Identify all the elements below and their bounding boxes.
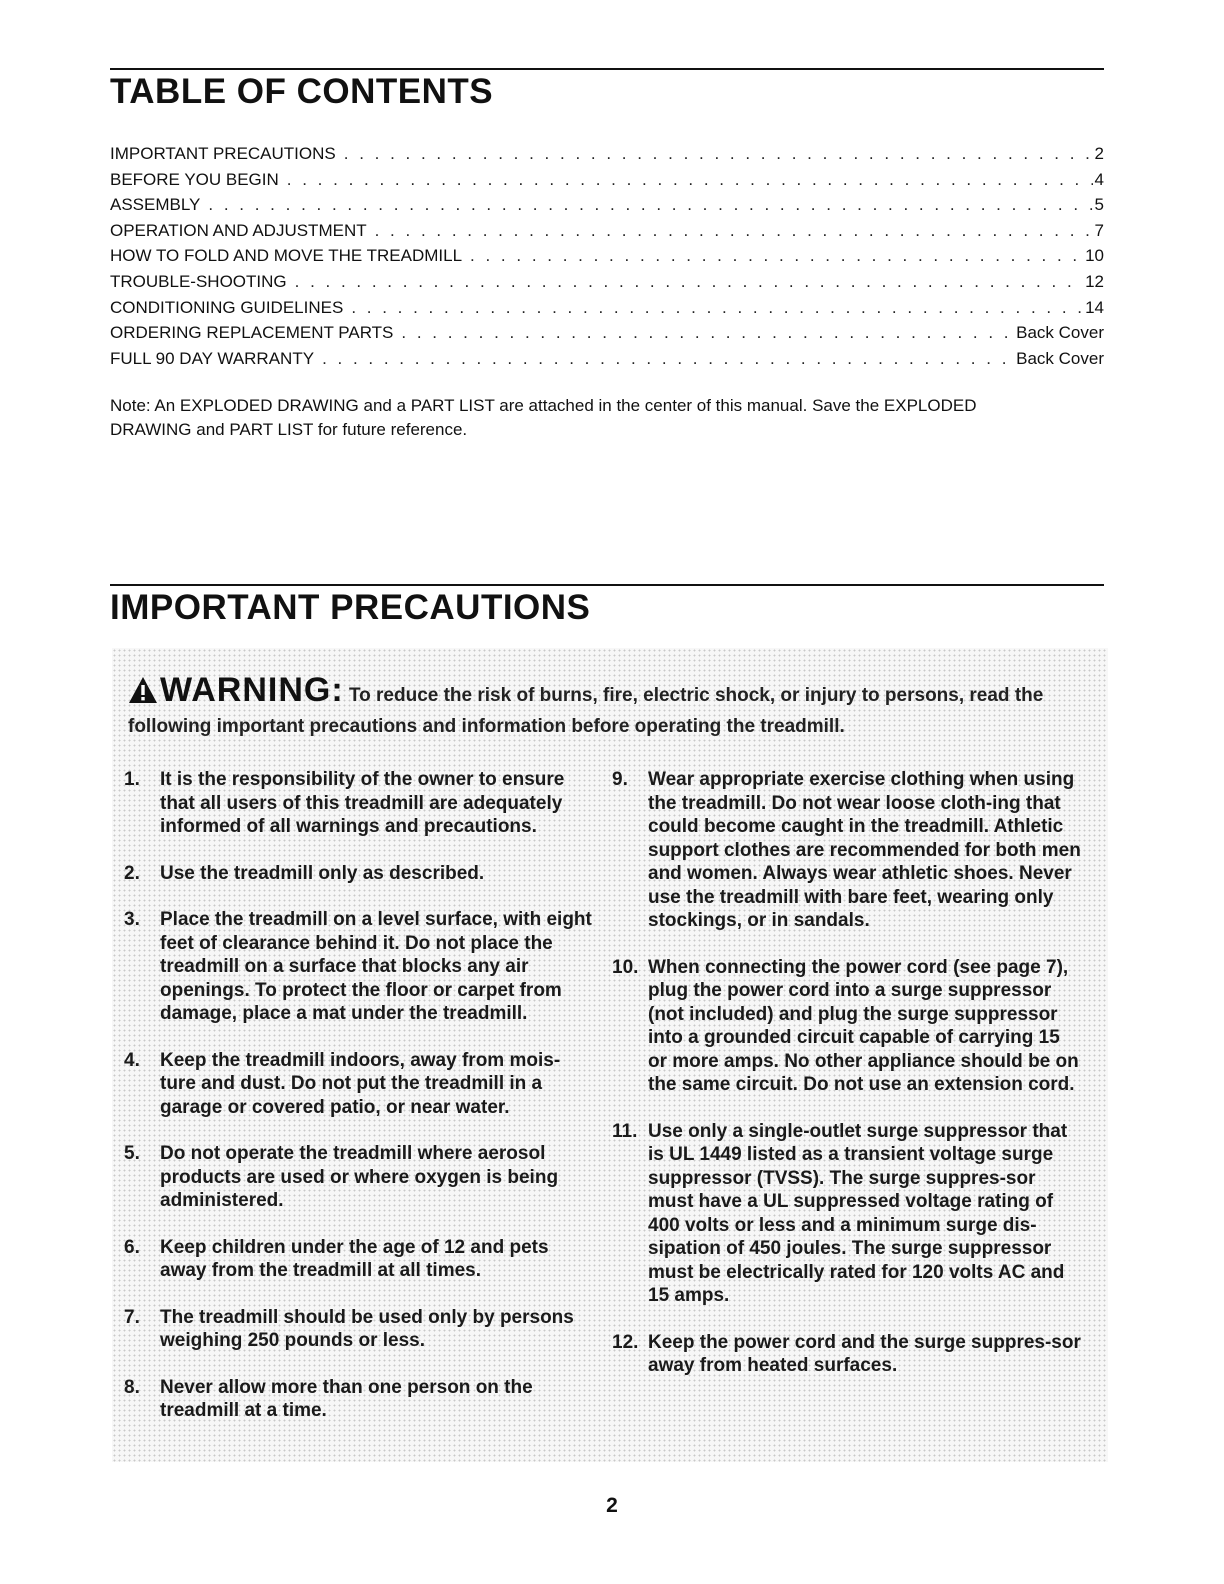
toc-entry-title: OPERATION AND ADJUSTMENT [110,220,367,240]
precaution-text: Use the treadmill only as described. [160,862,485,884]
toc-entry-page: Back Cover [1016,348,1104,368]
toc-dot-leader [375,221,1093,241]
toc-entry-title: CONDITIONING GUIDELINES [110,297,344,317]
precaution-text: The treadmill should be used only by persons weighing 250 pounds or less. [160,1306,574,1351]
toc-entry [110,349,1104,375]
precaution-text: Keep the power cord and the surge suppres-sor away from heated surfaces. [648,1331,1081,1376]
toc-entry [110,246,1104,272]
toc-dot-leader [344,144,1093,164]
toc-entry [110,272,1104,298]
precaution-text: Place the treadmill on a level surface, with eight feet of clearance behind it. Do not place the treadmill on a surface that blocks any air openings. To protect the floor or carpet from damage, place a mat under the treadmill. [160,909,592,1024]
precaution-number: 2. [124,862,140,884]
toc-entry-title: BEFORE YOU BEGIN [110,169,279,189]
warning-word: WARNING: [160,671,344,709]
toc-dot-leader [295,272,1083,292]
precautions-right-column [612,768,1082,1378]
precaution-item [124,1306,594,1353]
toc-entry-title: TROUBLE-SHOOTING [110,271,287,291]
toc-entry-title: ORDERING REPLACEMENT PARTS [110,323,394,343]
precaution-item [124,1142,594,1213]
precaution-number: 6. [124,1236,140,1258]
precaution-number: 7. [124,1306,140,1328]
precaution-item [124,768,594,839]
toc-entry [110,170,1104,196]
toc-dot-leader [287,170,1093,190]
precaution-item [124,1236,594,1283]
precautions-left-column [124,768,594,1423]
precaution-text: Keep children under the age of 12 and pets away from the treadmill at all times. [160,1236,549,1281]
toc-dot-leader [351,298,1083,318]
toc-entry-page: 4 [1094,169,1104,189]
toc-top-rule [110,68,1104,70]
toc-entry-page: 7 [1094,220,1104,240]
toc-entry-page: 5 [1094,195,1104,215]
toc-dot-leader [322,349,1014,369]
precaution-item [612,1331,1082,1378]
toc-entry-page: 2 [1094,144,1104,163]
warning-triangle-icon [128,676,158,713]
precaution-item [124,908,594,1026]
precaution-number: 9. [612,769,628,790]
toc-entry [110,298,1104,324]
warning-statement [128,671,1088,741]
precaution-number: 1. [124,769,140,790]
toc-entry-title: FULL 90 DAY WARRANTY [110,348,315,368]
precaution-text: Use only a single-outlet surge suppressor that is UL 1449 listed as a transient voltage surge suppressor (TVSS). The surge suppres-sor must have a UL suppressed voltage rating of 400 volts or less and a minimum surge dis-sipation of 450 joules. The surge suppressor must be electrically rated for 120 volts AC and 15 amps. [648,1120,1068,1306]
toc-entry [110,144,1104,170]
precaution-text: When connecting the power cord (see page 7), plug the power cord into a surge suppressor (not included) and plug the surge suppressor into a grounded circuit capable of carrying 15 or more amps. No other appliance should be on the same circuit. Do not use an extension cord. [648,956,1079,1095]
precaution-number: 5. [124,1143,140,1164]
precaution-number: 4. [124,1049,140,1071]
precaution-item [612,1120,1082,1308]
toc-entry-page: 12 [1085,271,1104,291]
precaution-item [124,862,594,886]
warning-text: To reduce the risk of burns, fire, electric shock, or injury to persons, read the following important precautions and information before operating the treadmill. [128,685,1044,737]
toc-entry [110,323,1104,349]
precaution-text: It is the responsibility of the owner to ensure that all users of this treadmill are adequately informed of all warnings and precautions. [160,769,565,837]
precaution-item [124,1376,594,1423]
toc-dot-leader [208,195,1092,215]
precaution-number: 10. [612,956,639,978]
precaution-item [612,768,1082,933]
precaution-text: Do not operate the treadmill where aerosol products are used or where oxygen is being administered. [160,1143,559,1211]
toc-entry-page: Back Cover [1016,323,1104,343]
precaution-number: 8. [124,1376,140,1398]
toc-entry-page: 14 [1085,297,1104,317]
toc-dot-leader [401,323,1014,343]
precaution-text: Never allow more than one person on the treadmill at a time. [160,1376,533,1421]
page-number: 2 [606,1494,618,1517]
precautions-top-rule [110,584,1104,586]
toc-entry [110,195,1104,221]
precaution-text: Keep the treadmill indoors, away from mois-ture and dust. Do not put the treadmill in a garage or covered patio, or near water. [160,1049,561,1118]
precaution-number: 3. [124,909,140,930]
precaution-number: 12. [612,1331,639,1353]
toc-entry-title: HOW TO FOLD AND MOVE THE TREADMILL [110,246,463,266]
toc-note: Note: An EXPLODED DRAWING and a PART LIST are attached in the center of this manual. Save the EXPLODED DRAWING and PART LIST for future reference. [110,396,977,439]
precaution-text: Wear appropriate exercise clothing when using the treadmill. Do not wear loose cloth-ing that could become caught in the treadmill. Athletic support clothes are recommended for both men and women. Always wear athletic shoes. Never use the treadmill with bare feet, wearing only stockings, or in sandals. [648,769,1081,931]
toc-heading: TABLE OF CONTENTS [110,72,494,111]
toc-list [110,144,1104,374]
toc-entry [110,221,1104,247]
toc-entry-page: 10 [1085,246,1104,266]
toc-entry-title: IMPORTANT PRECAUTIONS [110,144,336,163]
precaution-item [612,956,1082,1097]
toc-dot-leader [470,246,1083,266]
precautions-heading: IMPORTANT PRECAUTIONS [110,588,591,627]
toc-entry-title: ASSEMBLY [110,195,201,215]
precaution-number: 11. [612,1120,638,1142]
precaution-item [124,1049,594,1120]
